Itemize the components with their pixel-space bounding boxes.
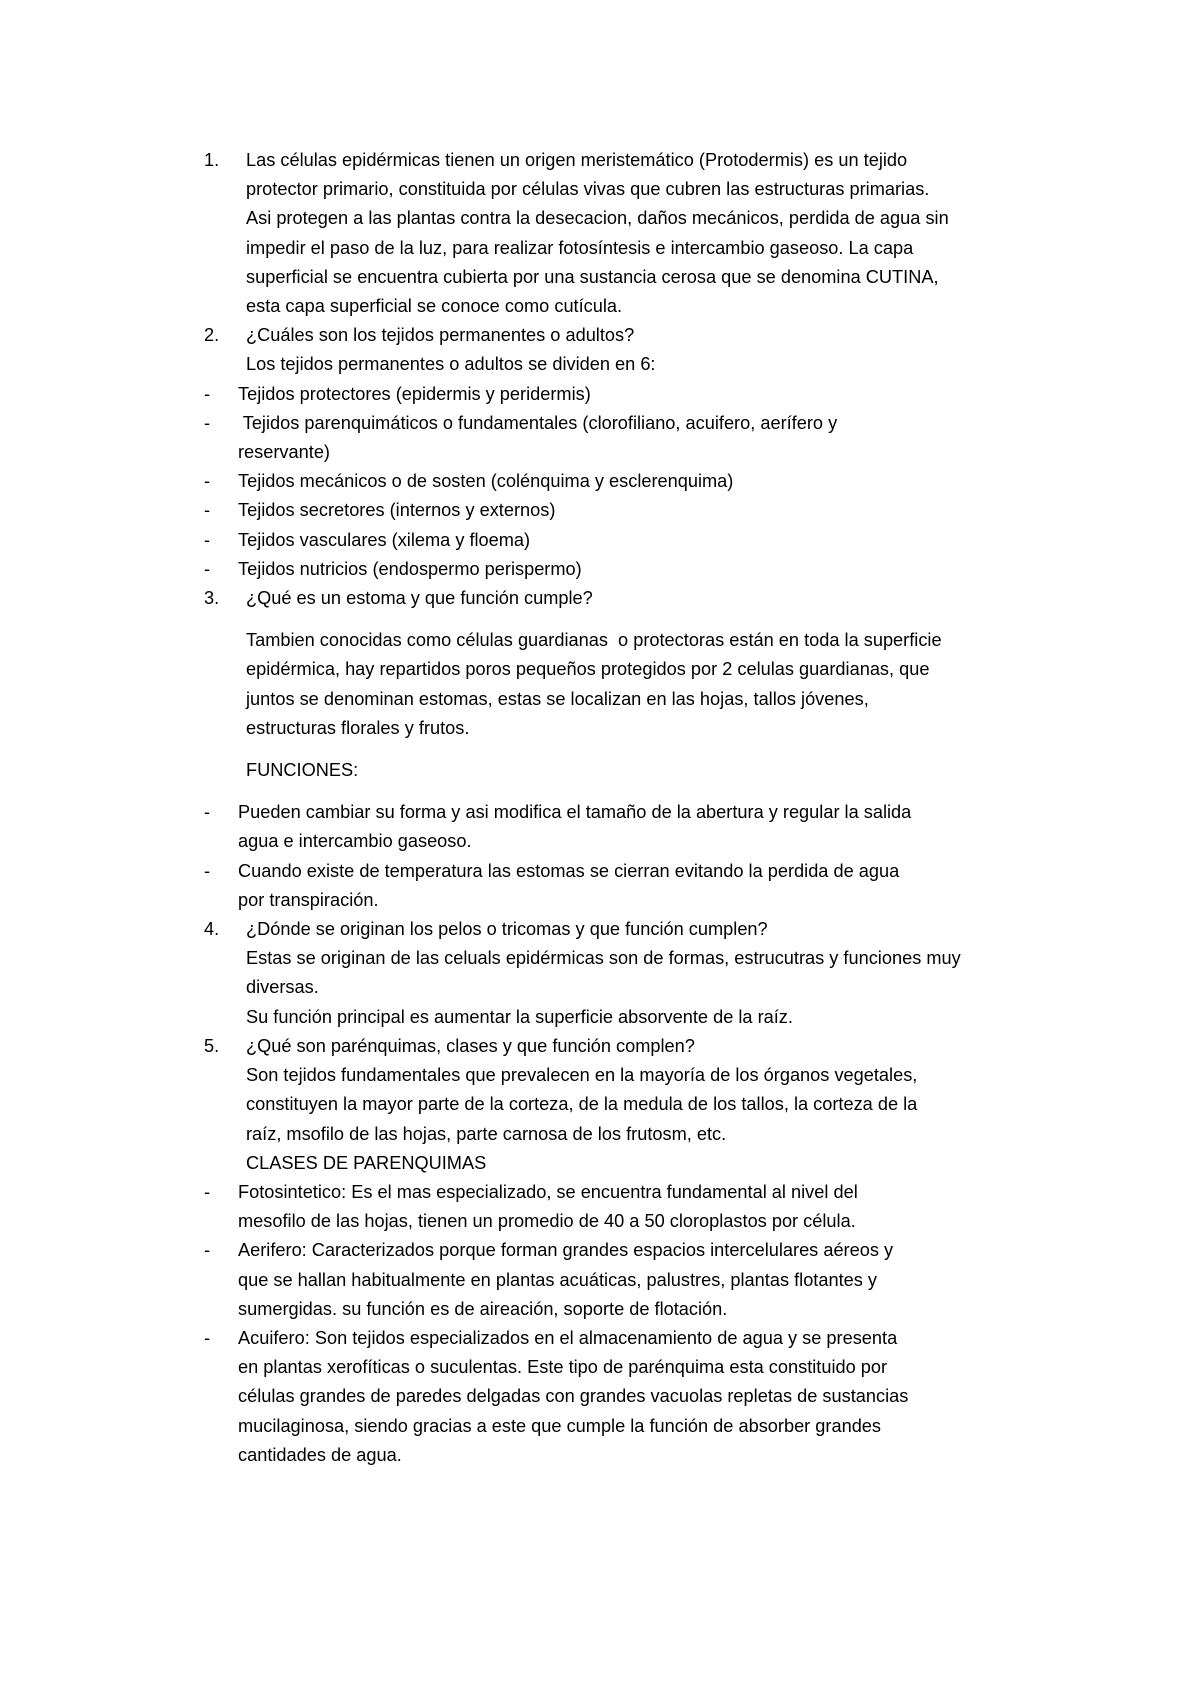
question-heading: ¿Cuáles son los tejidos permanentes o adultos? (246, 325, 635, 346)
bullet-dash: - (204, 802, 211, 823)
bullet-text: sumergidas. su función es de aireación, soporte de flotación. (238, 1298, 728, 1319)
question-heading: ¿Qué es un estoma y que función cumple? (246, 588, 593, 609)
bullet-dash: - (204, 1327, 211, 1348)
bullet-item (204, 1178, 1064, 1236)
bullet-dash: - (204, 529, 211, 550)
bullet-text: Tejidos secretores (internos y externos) (238, 500, 556, 521)
bullet-dash: - (204, 471, 211, 492)
bullet-text: Aerifero: Caracterizados porque forman grandes espacios intercelulares aéreos y (238, 1240, 894, 1261)
bullet-item (204, 496, 1064, 525)
bullet-text: en plantas xerofíticas o suculentas. Este tipo de parénquima esta constituido por (238, 1357, 888, 1378)
paragraph-line: protector primario, constituida por células vivas que cubren las estructuras primarias. (246, 179, 930, 200)
bullet-text: cantidades de agua. (238, 1444, 402, 1465)
paragraph-line: superficial se encuentra cubierta por una sustancia cerosa que se denomina CUTINA, (246, 266, 939, 287)
paragraph-line: Los tejidos permanentes o adultos se dividen en 6: (246, 354, 656, 375)
paragraph-line: raíz, msofilo de las hojas, parte carnosa de los frutosm, etc. (246, 1123, 727, 1144)
bullet-dash: - (204, 412, 211, 433)
bullet-item (204, 1236, 1064, 1324)
bullet-dash: - (204, 383, 211, 404)
subheading: CLASES DE PARENQUIMAS (246, 1152, 487, 1173)
stomata-paragraph (246, 626, 1064, 743)
paragraph-line: diversas. (246, 977, 319, 998)
bullet-text: Pueden cambiar su forma y asi modifica el tamaño de la abertura y regular la salida (238, 802, 912, 823)
bullet-text: mesofilo de las hojas, tienen un promedio de 40 a 50 cloroplastos por célula. (238, 1211, 856, 1232)
document-body (204, 146, 1064, 1470)
bullet-text: que se hallan habitualmente en plantas acuáticas, palustres, plantas flotantes y (238, 1269, 877, 1290)
bullet-item (204, 526, 1064, 555)
item-number: 5. (204, 1035, 220, 1056)
list-item-3 (204, 584, 1064, 785)
bullet-text: reservante) (238, 442, 330, 463)
bullet-text: Tejidos protectores (epidermis y peridermis) (238, 383, 591, 404)
bullet-text: Tejidos mecánicos o de sosten (colénquima y esclerenquima) (238, 471, 734, 492)
bullet-item (204, 467, 1064, 496)
paragraph-line: Su función principal es aumentar la superficie absorvente de la raíz. (246, 1006, 793, 1027)
paragraph-line: epidérmica, hay repartidos poros pequeños protegidos por 2 celulas guardianas, que (246, 659, 930, 680)
list-item-5 (204, 1032, 1064, 1178)
item-number: 2. (204, 325, 220, 346)
bullet-item (204, 380, 1064, 409)
bullet-text: Tejidos parenquimáticos o fundamentales (clorofiliano, acuifero, aerífero y (238, 412, 838, 433)
paragraph-line: Asi protegen a las plantas contra la desecacion, daños mecánicos, perdida de agua sin (246, 208, 949, 229)
bullet-text: Fotosintetico: Es el mas especializado, se encuentra fundamental al nivel del (238, 1181, 858, 1202)
item-number: 3. (204, 588, 220, 609)
bullet-dash: - (204, 860, 211, 881)
bullet-text: Cuando existe de temperatura las estomas se cierran evitando la perdida de agua (238, 860, 900, 881)
bullet-item (204, 1324, 1064, 1470)
paragraph-line: juntos se denominan estomas, estas se localizan en las hojas, tallos jóvenes, (246, 688, 869, 709)
subheading: FUNCIONES: (246, 760, 359, 781)
question-heading: ¿Dónde se originan los pelos o tricomas y que función cumplen? (246, 919, 768, 940)
bullet-text: agua e intercambio gaseoso. (238, 831, 472, 852)
paragraph-line: esta capa superficial se conoce como cutícula. (246, 296, 623, 317)
bullet-dash: - (204, 558, 211, 579)
list-item-4 (204, 915, 1064, 1032)
paragraph-line: Las células epidérmicas tienen un origen meristemático (Protodermis) es un tejido (246, 150, 908, 170)
bullet-dash: - (204, 1181, 211, 1202)
list-item-1 (204, 146, 1064, 321)
bullet-text: Tejidos nutricios (endospermo perispermo) (238, 558, 582, 579)
bullet-item (204, 409, 1064, 467)
bullet-text: Tejidos vasculares (xilema y floema) (238, 529, 531, 550)
list-item-2 (204, 321, 1064, 379)
bullet-text: mucilaginosa, siendo gracias a este que cumple la función de absorber grandes (238, 1415, 882, 1436)
paragraph-line: Son tejidos fundamentales que prevalecen en la mayoría de los órganos vegetales, (246, 1065, 918, 1086)
item-number: 4. (204, 919, 220, 940)
bullet-item (204, 555, 1064, 584)
bullet-dash: - (204, 500, 211, 521)
paragraph-line: estructuras florales y frutos. (246, 717, 470, 738)
paragraph-line: constituyen la mayor parte de la corteza, de la medula de los tallos, la corteza de la (246, 1094, 918, 1115)
bullet-dash: - (204, 1240, 211, 1261)
bullet-item (204, 798, 1064, 856)
question-heading: ¿Qué son parénquimas, clases y que función complen? (246, 1035, 695, 1056)
bullet-item (204, 857, 1064, 915)
bullet-text: por transpiración. (238, 889, 379, 910)
paragraph-line: Tambien conocidas como células guardianas o protectoras están en toda la superficie (246, 630, 942, 651)
paragraph-line: impedir el paso de la luz, para realizar fotosíntesis e intercambio gaseoso. La capa (246, 237, 914, 258)
item-number: 1. (204, 150, 220, 170)
bullet-text: células grandes de paredes delgadas con grandes vacuolas repletas de sustancias (238, 1386, 909, 1407)
bullet-text: Acuifero: Son tejidos especializados en el almacenamiento de agua y se presenta (238, 1327, 898, 1348)
paragraph-line: Estas se originan de las celuals epidérmicas son de formas, estrucutras y funciones muy (246, 948, 961, 969)
